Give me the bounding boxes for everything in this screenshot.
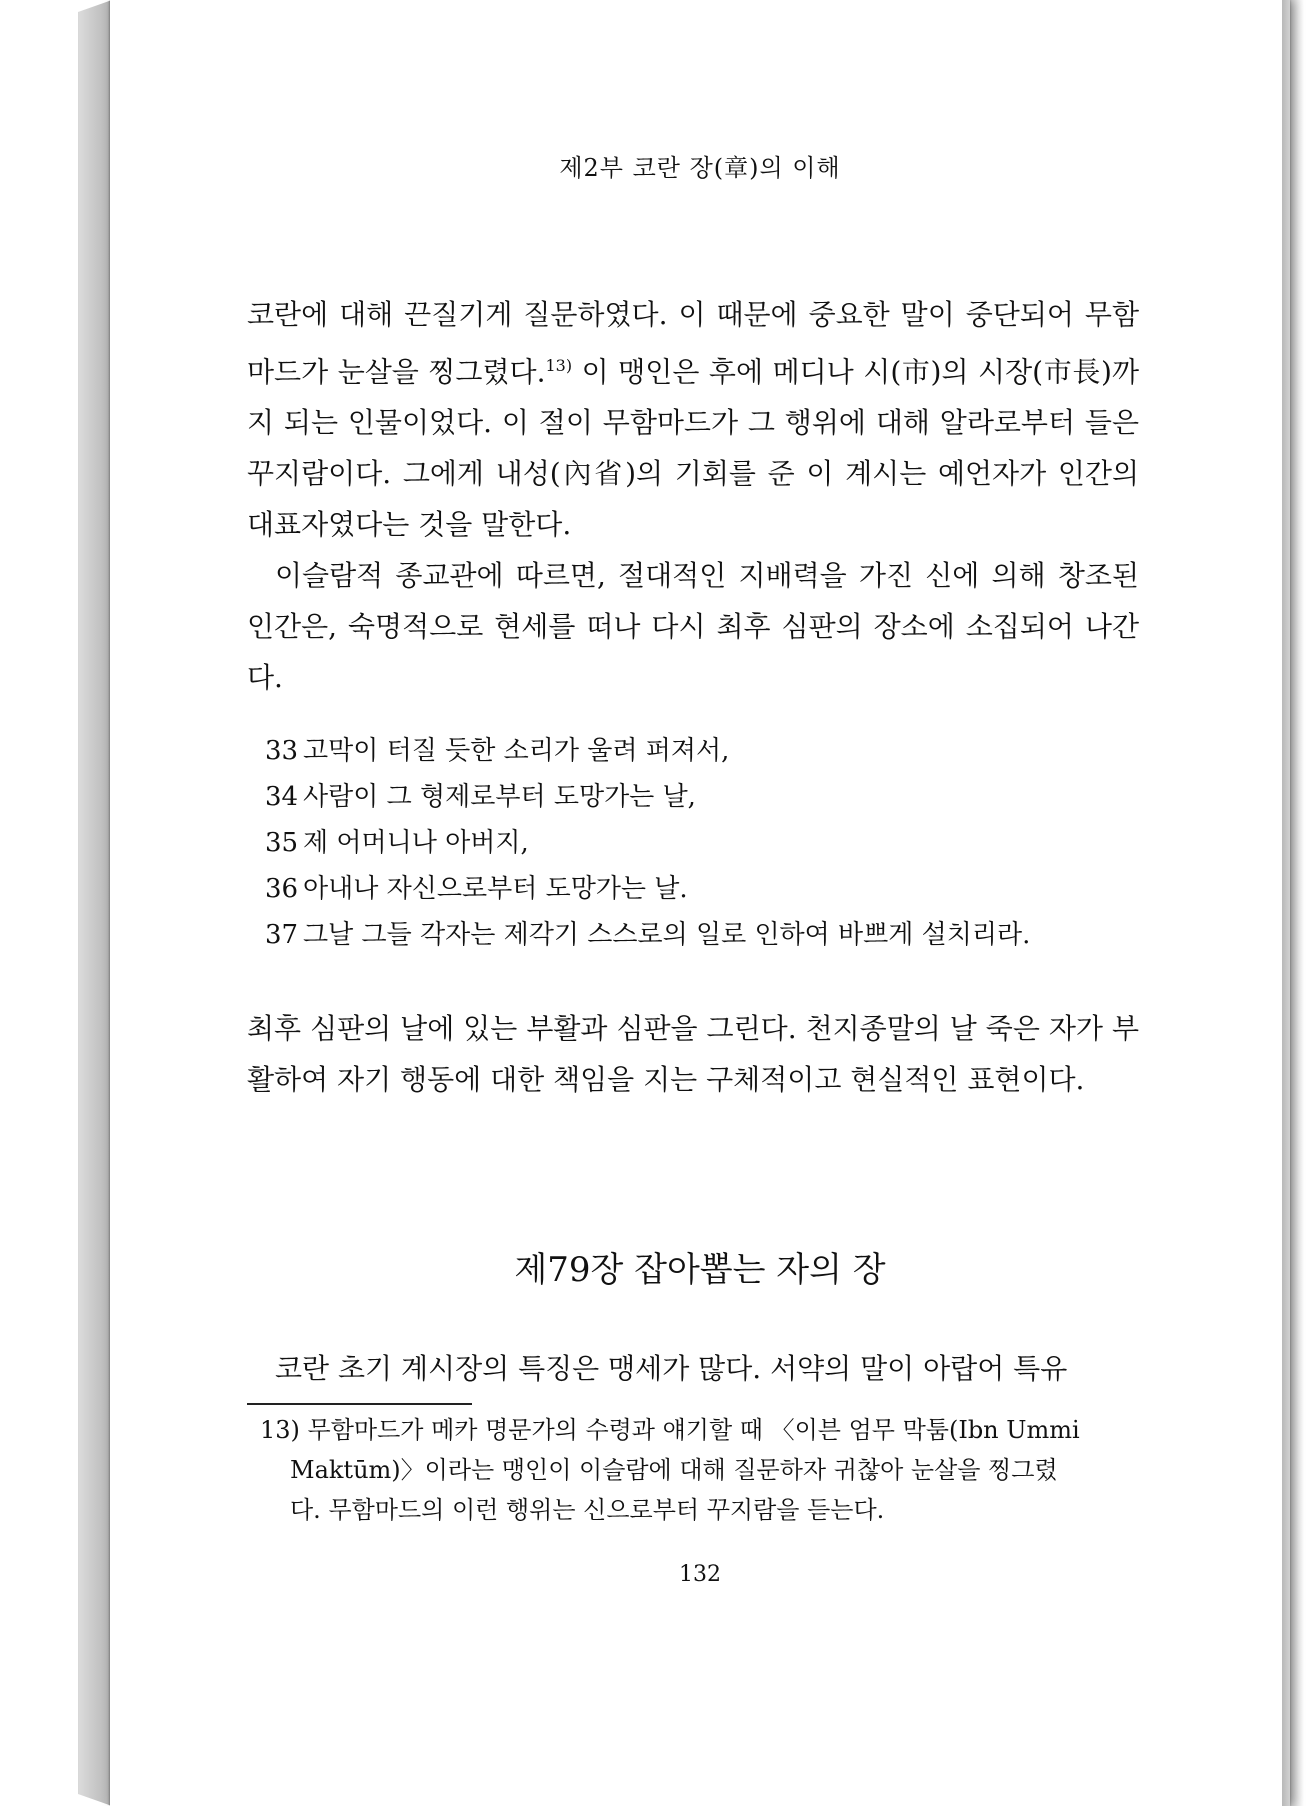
paragraph-1-rest: 이 맹인은 후에 메디나 시(市)의 시장(市長)까지 되는 인물이었다. 이 절이 무함마드가 그 행위에 대해 알라로부터 들은 꾸지람이다. 그에게 내성(內省)의 기회를 준 이 계시는 예언자가 인간의 대표자였다는 것을 말한다.	[247, 355, 1139, 542]
footnote-divider	[247, 1403, 472, 1405]
footnote-line: 다. 무함마드의 이런 행위는 신으로부터 꾸지람을 듣는다.	[290, 1496, 885, 1524]
body-text-bottom	[247, 1343, 1139, 1394]
verse-number: 35	[265, 828, 299, 858]
verse-line	[265, 774, 1125, 820]
body-text-middle	[247, 1003, 1139, 1105]
paragraph-1	[247, 289, 1139, 550]
verse-text: 제 어머니나 아버지,	[303, 828, 529, 858]
verse-list	[265, 728, 1125, 958]
verse-number: 36	[265, 874, 299, 904]
paragraph-3: 최후 심판의 날에 있는 부활과 심판을 그린다. 천지종말의 날 죽은 자가 부활하여 자기 행동에 대한 책임을 지는 구체적이고 현실적인 표현이다.	[247, 1012, 1139, 1096]
paragraph-1-text: 코란에 대해 끈질기게 질문하였다. 이 때문에 중요한 말이 중단되어 무함마드가 눈살을 찡그렸다.	[247, 298, 1139, 389]
paragraph-2: 이슬람적 종교관에 따르면, 절대적인 지배력을 가진 신에 의해 창조된 인간은, 숙명적으로 현세를 떠나 다시 최후 심판의 장소에 소집되어 나간다.	[247, 559, 1139, 695]
page-number: 132	[679, 1562, 721, 1587]
verse-line	[265, 912, 1125, 958]
footnote-line: 13) 무함마드가 메카 명문가의 수령과 얘기할 때 〈이븐 엄무 막툼(Ibn Ummi	[260, 1416, 1080, 1444]
body-text-top	[247, 289, 1139, 703]
chapter-title: 제79장 잡아뽑는 자의 장	[514, 1250, 886, 1290]
running-head: 제2부 코란 장(章)의 이해	[559, 154, 841, 182]
paragraph-4: 코란 초기 계시장의 특징은 맹세가 많다. 서약의 말이 아랍어 특유	[275, 1352, 1068, 1385]
verse-line	[265, 866, 1125, 912]
verse-line	[265, 820, 1125, 866]
page-edge-shadow	[1282, 0, 1304, 1806]
verse-text: 사람이 그 형제로부터 도망가는 날,	[303, 782, 696, 812]
footnote-line: Maktūm)〉이라는 맹인이 이슬람에 대해 질문하자 귀찮아 눈살을 찡그렸	[290, 1456, 1058, 1484]
verse-text: 그날 그들 각자는 제각기 스스로의 일로 인하여 바쁘게 설치리라.	[303, 920, 1031, 950]
footnote-13	[260, 1410, 1140, 1530]
verse-number: 33	[265, 736, 299, 766]
verse-line	[265, 728, 1125, 774]
verse-number: 34	[265, 782, 299, 812]
verse-text: 고막이 터질 듯한 소리가 울려 퍼져서,	[303, 736, 730, 766]
footnote-ref-13: 13)	[545, 356, 573, 375]
book-page	[110, 0, 1290, 1806]
book-spine	[78, 0, 112, 1806]
verse-number: 37	[265, 920, 299, 950]
verse-text: 아내나 자신으로부터 도망가는 날.	[303, 874, 688, 904]
